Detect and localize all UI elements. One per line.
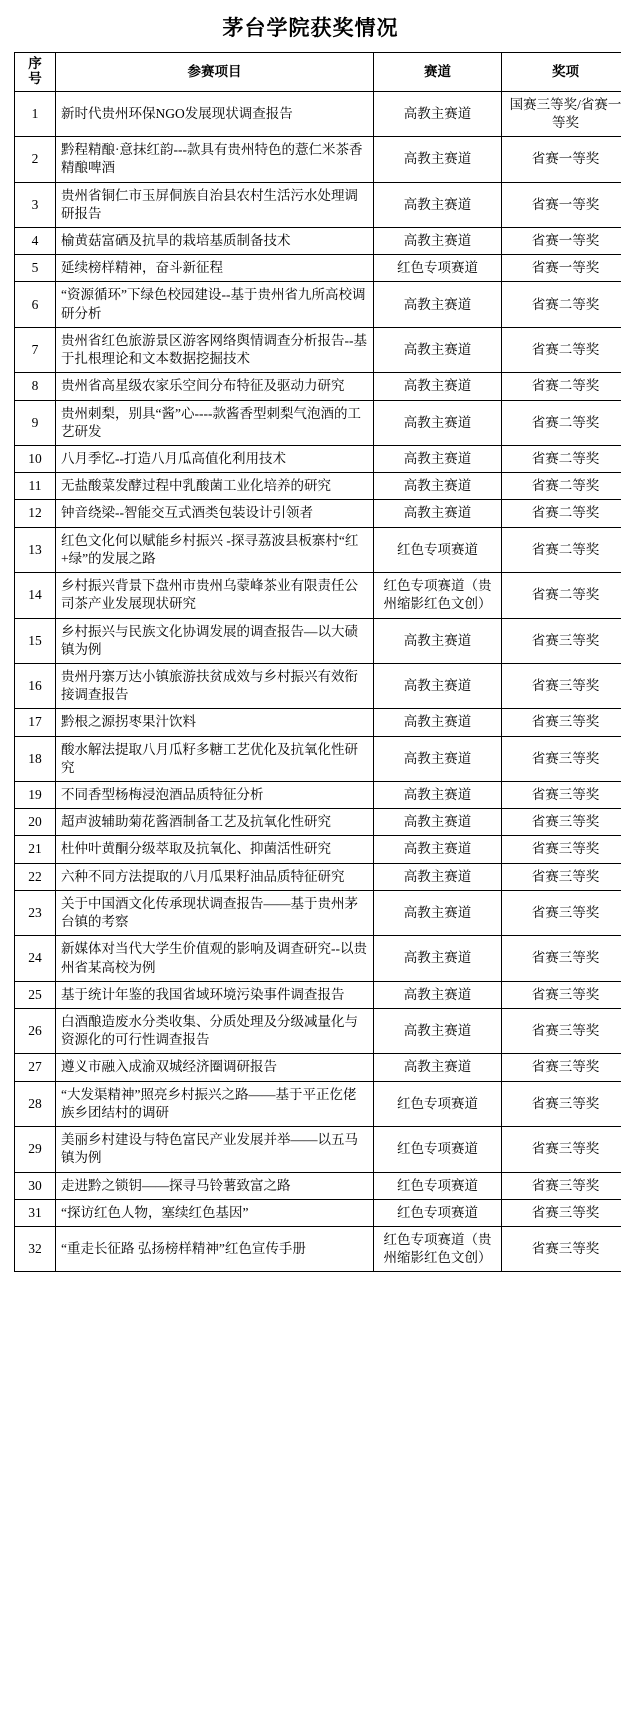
- cell-award: 省赛一等奖: [502, 255, 621, 282]
- table-row: [15, 137, 621, 182]
- cell-project: 走进黔之锁钥——探寻马铃薯致富之路: [56, 1172, 374, 1199]
- cell-index: 23: [15, 890, 56, 935]
- cell-award: 省赛二等奖: [502, 445, 621, 472]
- cell-index: 25: [15, 981, 56, 1008]
- cell-track: 高教主赛道: [374, 1009, 502, 1054]
- cell-index: 12: [15, 500, 56, 527]
- cell-track: 红色专项赛道: [374, 1081, 502, 1126]
- cell-project: 新时代贵州环保NGO发展现状调查报告: [56, 91, 374, 136]
- cell-award: 省赛一等奖: [502, 182, 621, 227]
- cell-track: 高教主赛道: [374, 709, 502, 736]
- cell-index: 11: [15, 473, 56, 500]
- cell-track: 红色专项赛道: [374, 255, 502, 282]
- cell-track: 高教主赛道: [374, 890, 502, 935]
- cell-project: 遵义市融入成渝双城经济圈调研报告: [56, 1054, 374, 1081]
- cell-index: 26: [15, 1009, 56, 1054]
- cell-award: 省赛二等奖: [502, 282, 621, 327]
- cell-award: 省赛三等奖: [502, 1199, 621, 1226]
- cell-award: 省赛二等奖: [502, 373, 621, 400]
- cell-index: 32: [15, 1226, 56, 1271]
- cell-index: 19: [15, 782, 56, 809]
- table-row: [15, 1054, 621, 1081]
- cell-index: 16: [15, 663, 56, 708]
- cell-project: 钟音绕梁--智能交互式酒类包装设计引领者: [56, 500, 374, 527]
- table-row: [15, 228, 621, 255]
- cell-track: 高教主赛道: [374, 1054, 502, 1081]
- cell-award: 省赛三等奖: [502, 1172, 621, 1199]
- table-row: [15, 91, 621, 136]
- cell-project: “探访红色人物，塞续红色基因”: [56, 1199, 374, 1226]
- column-header-index-line2: 号: [28, 70, 42, 86]
- cell-project: “重走长征路 弘扬榜样精神”红色宣传手册: [56, 1226, 374, 1271]
- table-row: [15, 255, 621, 282]
- cell-index: 1: [15, 91, 56, 136]
- cell-index: 14: [15, 573, 56, 618]
- cell-project: 超声波辅助菊花酱酒制备工艺及抗氧化性研究: [56, 809, 374, 836]
- cell-track: 高教主赛道: [374, 836, 502, 863]
- cell-index: 2: [15, 137, 56, 182]
- page-title: 茅台学院获奖情况: [222, 16, 399, 40]
- cell-index: 22: [15, 863, 56, 890]
- table-row: [15, 663, 621, 708]
- cell-project: 基于统计年鉴的我国省域环境污染事件调查报告: [56, 981, 374, 1008]
- cell-index: 9: [15, 400, 56, 445]
- table-row: [15, 527, 621, 572]
- cell-track: 红色专项赛道: [374, 1199, 502, 1226]
- cell-track: 红色专项赛道（贵州缩影红色文创）: [374, 1226, 502, 1271]
- cell-index: 10: [15, 445, 56, 472]
- cell-project: 贵州刺梨，别具“酱”心----款酱香型刺梨气泡酒的工艺研发: [56, 400, 374, 445]
- cell-index: 28: [15, 1081, 56, 1126]
- cell-award: 省赛三等奖: [502, 663, 621, 708]
- cell-award: 国赛三等奖/省赛一等奖: [502, 91, 621, 136]
- table-row: [15, 1172, 621, 1199]
- table-row: [15, 500, 621, 527]
- table-row: [15, 709, 621, 736]
- table-row: [15, 445, 621, 472]
- cell-award: 省赛二等奖: [502, 327, 621, 372]
- cell-award: 省赛二等奖: [502, 400, 621, 445]
- cell-award: 省赛三等奖: [502, 618, 621, 663]
- cell-award: 省赛一等奖: [502, 137, 621, 182]
- cell-track: 高教主赛道: [374, 618, 502, 663]
- cell-award: 省赛三等奖: [502, 809, 621, 836]
- cell-index: 13: [15, 527, 56, 572]
- cell-project: 贵州省红色旅游景区游客网络舆情调查分析报告--基于扎根理论和文本数据挖掘技术: [56, 327, 374, 372]
- cell-project: 酸水解法提取八月瓜籽多糖工艺优化及抗氧化性研究: [56, 736, 374, 781]
- cell-award: 省赛三等奖: [502, 736, 621, 781]
- cell-track: 高教主赛道: [374, 228, 502, 255]
- cell-award: 省赛三等奖: [502, 981, 621, 1008]
- table-row: [15, 890, 621, 935]
- cell-award: 省赛一等奖: [502, 228, 621, 255]
- cell-award: 省赛三等奖: [502, 936, 621, 981]
- table-row: [15, 981, 621, 1008]
- table-row: [15, 400, 621, 445]
- cell-project: 六种不同方法提取的八月瓜果籽油品质特征研究: [56, 863, 374, 890]
- cell-index: 30: [15, 1172, 56, 1199]
- cell-award: 省赛三等奖: [502, 863, 621, 890]
- column-header-index-line1: 序: [28, 56, 42, 71]
- cell-track: 高教主赛道: [374, 736, 502, 781]
- table-row: [15, 782, 621, 809]
- table-row: [15, 1127, 621, 1172]
- cell-track: 高教主赛道: [374, 663, 502, 708]
- cell-track: 高教主赛道: [374, 981, 502, 1008]
- table-row: [15, 836, 621, 863]
- table-row: [15, 327, 621, 372]
- cell-project: 贵州丹寨万达小镇旅游扶贫成效与乡村振兴有效衔接调查报告: [56, 663, 374, 708]
- cell-track: 高教主赛道: [374, 809, 502, 836]
- cell-track: 高教主赛道: [374, 373, 502, 400]
- cell-track: 高教主赛道: [374, 327, 502, 372]
- cell-project: 八月季忆--打造八月瓜高值化利用技术: [56, 445, 374, 472]
- column-header-project: 参赛项目: [56, 53, 374, 92]
- cell-index: 15: [15, 618, 56, 663]
- cell-track: 高教主赛道: [374, 863, 502, 890]
- table-row: [15, 936, 621, 981]
- awards-table: [14, 52, 621, 1272]
- cell-project: 红色文化何以赋能乡村振兴 -探寻荔波县板寨村“红+绿”的发展之路: [56, 527, 374, 572]
- cell-track: 红色专项赛道（贵州缩影红色文创）: [374, 573, 502, 618]
- cell-track: 高教主赛道: [374, 473, 502, 500]
- cell-track: 高教主赛道: [374, 782, 502, 809]
- cell-award: 省赛二等奖: [502, 473, 621, 500]
- cell-award: 省赛三等奖: [502, 1081, 621, 1126]
- cell-project: 贵州省铜仁市玉屏侗族自治县农村生活污水处理调研报告: [56, 182, 374, 227]
- column-header-index: [15, 53, 56, 92]
- cell-index: 24: [15, 936, 56, 981]
- cell-award: 省赛三等奖: [502, 1127, 621, 1172]
- table-row: [15, 618, 621, 663]
- cell-project: 乡村振兴背景下盘州市贵州乌蒙峰茶业有限责任公司茶产业发展现状研究: [56, 573, 374, 618]
- cell-award: 省赛三等奖: [502, 836, 621, 863]
- cell-project: 白酒酿造废水分类收集、分质处理及分级减量化与资源化的可行性调查报告: [56, 1009, 374, 1054]
- cell-track: 高教主赛道: [374, 445, 502, 472]
- cell-project: “大发渠精神”照亮乡村振兴之路——基于平正仡佬族乡团结村的调研: [56, 1081, 374, 1126]
- column-header-award: 奖项: [502, 53, 621, 92]
- cell-award: 省赛二等奖: [502, 500, 621, 527]
- cell-track: 红色专项赛道: [374, 1127, 502, 1172]
- cell-track: 红色专项赛道: [374, 1172, 502, 1199]
- cell-track: 高教主赛道: [374, 182, 502, 227]
- cell-project: 榆黄菇富硒及抗旱的栽培基质制备技术: [56, 228, 374, 255]
- cell-award: 省赛二等奖: [502, 527, 621, 572]
- table-row: [15, 182, 621, 227]
- cell-index: 3: [15, 182, 56, 227]
- table-row: [15, 282, 621, 327]
- table-row: [15, 573, 621, 618]
- cell-project: 无盐酸菜发酵过程中乳酸菌工业化培养的研究: [56, 473, 374, 500]
- cell-index: 4: [15, 228, 56, 255]
- table-row: [15, 863, 621, 890]
- cell-index: 17: [15, 709, 56, 736]
- cell-award: 省赛三等奖: [502, 1226, 621, 1271]
- cell-award: 省赛三等奖: [502, 890, 621, 935]
- cell-index: 20: [15, 809, 56, 836]
- table-header-row: [15, 53, 621, 92]
- cell-project: 美丽乡村建设与特色富民产业发展并举——以五马镇为例: [56, 1127, 374, 1172]
- cell-track: 高教主赛道: [374, 91, 502, 136]
- cell-project: 不同香型杨梅浸泡酒品质特征分析: [56, 782, 374, 809]
- cell-index: 8: [15, 373, 56, 400]
- cell-track: 高教主赛道: [374, 500, 502, 527]
- table-row: [15, 473, 621, 500]
- cell-award: 省赛三等奖: [502, 1009, 621, 1054]
- cell-index: 6: [15, 282, 56, 327]
- table-body: [15, 91, 621, 1272]
- cell-index: 29: [15, 1127, 56, 1172]
- cell-project: 贵州省高星级农家乐空间分布特征及驱动力研究: [56, 373, 374, 400]
- cell-track: 高教主赛道: [374, 282, 502, 327]
- table-row: [15, 1009, 621, 1054]
- table-row: [15, 809, 621, 836]
- cell-track: 高教主赛道: [374, 137, 502, 182]
- table-header: [15, 53, 621, 92]
- cell-project: 黔根之源拐枣果汁饮料: [56, 709, 374, 736]
- cell-award: 省赛三等奖: [502, 782, 621, 809]
- cell-award: 省赛二等奖: [502, 573, 621, 618]
- table-row: [15, 373, 621, 400]
- cell-project: 延续榜样精神，奋斗新征程: [56, 255, 374, 282]
- cell-index: 7: [15, 327, 56, 372]
- cell-project: 杜仲叶黄酮分级萃取及抗氧化、抑菌活性研究: [56, 836, 374, 863]
- cell-index: 18: [15, 736, 56, 781]
- cell-project: 乡村振兴与民族文化协调发展的调查报告—以大碛镇为例: [56, 618, 374, 663]
- cell-track: 高教主赛道: [374, 936, 502, 981]
- cell-award: 省赛三等奖: [502, 709, 621, 736]
- cell-track: 红色专项赛道: [374, 527, 502, 572]
- cell-index: 5: [15, 255, 56, 282]
- cell-award: 省赛三等奖: [502, 1054, 621, 1081]
- cell-project: 关于中国酒文化传承现状调查报告——基于贵州茅台镇的考察: [56, 890, 374, 935]
- cell-project: 新媒体对当代大学生价值观的影响及调查研究--以贵州省某高校为例: [56, 936, 374, 981]
- cell-track: 高教主赛道: [374, 400, 502, 445]
- table-row: [15, 1226, 621, 1271]
- cell-index: 21: [15, 836, 56, 863]
- cell-project: “资源循环”下绿色校园建设--基于贵州省九所高校调研分析: [56, 282, 374, 327]
- cell-index: 31: [15, 1199, 56, 1226]
- table-row: [15, 1081, 621, 1126]
- table-row: [15, 1199, 621, 1226]
- cell-index: 27: [15, 1054, 56, 1081]
- column-header-track: 赛道: [374, 53, 502, 92]
- table-row: [15, 736, 621, 781]
- cell-project: 黔程精酿·意抹红韵---款具有贵州特色的薏仁米茶香精酿啤酒: [56, 137, 374, 182]
